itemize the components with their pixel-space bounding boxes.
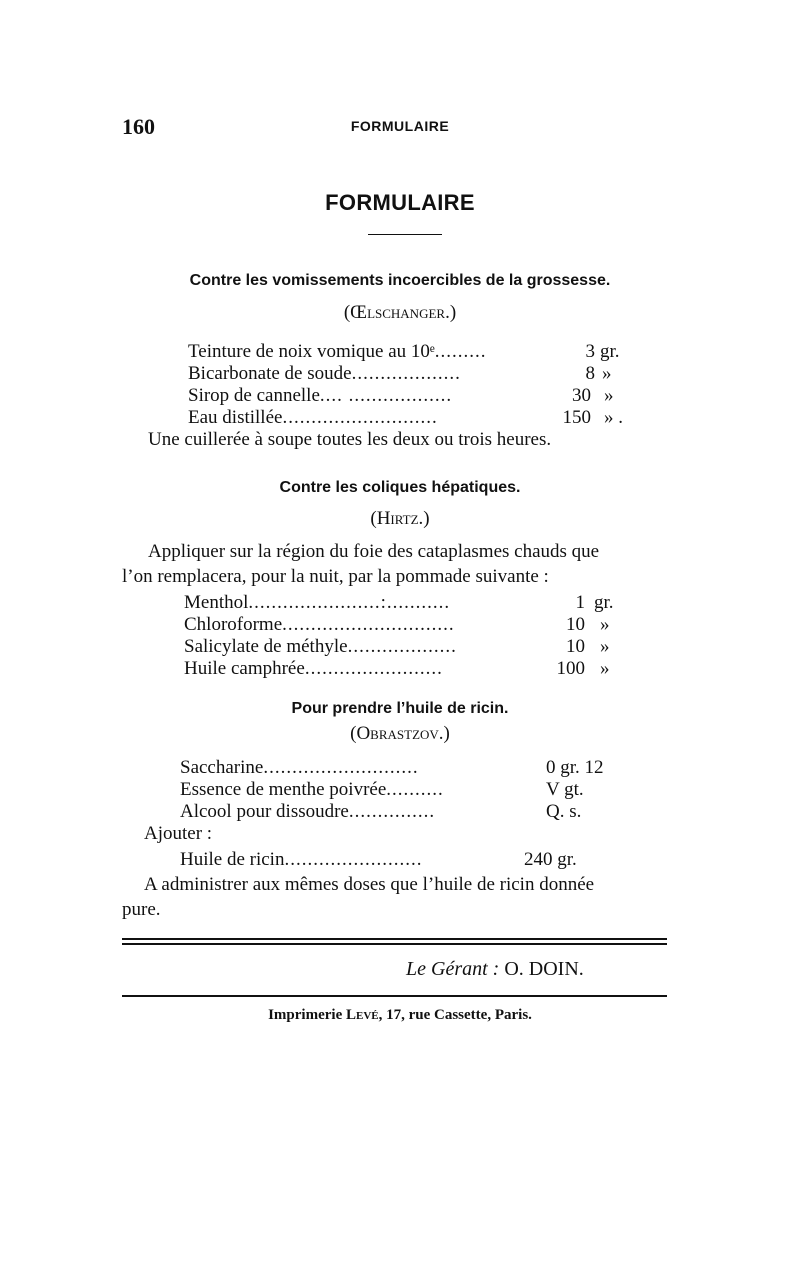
ingredient-label: Essence de menthe poivrée bbox=[180, 779, 387, 800]
ingredient-unit: » bbox=[600, 636, 610, 657]
formula-item bbox=[180, 779, 444, 801]
add-label: Ajouter : bbox=[144, 823, 213, 844]
formula-item bbox=[180, 801, 435, 823]
dot-leader: ......... bbox=[434, 341, 487, 362]
dosage-note: Une cuillerée à soupe toutes les deux ou trois heures. bbox=[148, 429, 552, 450]
ingredient-label: Teinture de noix vomique au 10ᵉ bbox=[188, 341, 435, 362]
ingredient-quantity: 100 bbox=[556, 658, 585, 679]
ingredient-label: Bicarbonate de soude bbox=[188, 363, 352, 384]
formula-item bbox=[184, 614, 455, 636]
signature-role: Le Gérant : bbox=[406, 958, 500, 980]
printer-name: Levé, bbox=[345, 1007, 383, 1023]
ingredient-label: Menthol bbox=[184, 592, 249, 613]
ingredient-label: Huile de ricin bbox=[180, 849, 285, 870]
ingredient-quantity: 30 bbox=[572, 385, 591, 406]
ingredient-quantity: 10 bbox=[566, 614, 585, 635]
section-author-obrastzov: (Obrastzov.) bbox=[350, 723, 450, 744]
ingredient-label: Eau distillée bbox=[188, 407, 283, 428]
printer-address: 17, rue Cassette, Paris. bbox=[386, 1007, 532, 1023]
ingredient-label: Saccharine bbox=[180, 757, 264, 778]
ingredient-quantity: 240 gr. bbox=[524, 849, 577, 870]
section-author-oelschanger: (Œlschanger.) bbox=[343, 302, 457, 323]
dot-leader: ........................... bbox=[263, 757, 419, 778]
formula-item bbox=[184, 592, 450, 614]
dot-leader: .......... bbox=[386, 779, 444, 800]
section-heading-ricin: Pour prendre l’huile de ricin. bbox=[291, 700, 509, 717]
formula-item bbox=[184, 636, 457, 658]
instruction-text: Appliquer sur la région du foie des cataplasmes chauds que bbox=[148, 541, 600, 562]
ingredient-unit: » bbox=[600, 614, 610, 635]
dot-leader: ............... bbox=[348, 801, 436, 822]
formula-item bbox=[180, 757, 419, 779]
dot-leader: .............................. bbox=[282, 614, 455, 635]
printer-prefix: Imprimerie bbox=[268, 1007, 343, 1023]
formula-item bbox=[188, 385, 452, 407]
ingredient-unit: » bbox=[604, 385, 614, 406]
title-rule bbox=[368, 234, 442, 235]
dot-leader: ........................ bbox=[304, 658, 443, 679]
ingredient-quantity: 3 bbox=[585, 341, 595, 362]
page-title: FORMULAIRE bbox=[325, 190, 475, 215]
ingredient-unit: gr. bbox=[594, 592, 614, 613]
ingredient-quantity: Q. s. bbox=[546, 801, 582, 822]
ingredient-quantity: 10 bbox=[566, 636, 585, 657]
ingredient-label: Sirop de cannelle bbox=[188, 385, 320, 406]
section-heading-vomissements: Contre les vomissements incoercibles de la grossesse. bbox=[189, 272, 611, 289]
section-heading-coliques: Contre les coliques hépatiques. bbox=[279, 479, 521, 496]
formula-item bbox=[180, 849, 422, 871]
ingredient-unit: gr. bbox=[600, 341, 620, 362]
dosage-note: pure. bbox=[122, 899, 161, 920]
dot-leader: ................... bbox=[351, 363, 461, 384]
signature-line bbox=[406, 958, 584, 981]
running-head: FORMULAIRE bbox=[350, 118, 450, 134]
ingredient-unit: » . bbox=[604, 407, 623, 428]
formula-item bbox=[188, 363, 461, 385]
dot-leader: ........................ bbox=[284, 849, 423, 870]
instruction-text: l’on remplacera, pour la nuit, par la pommade suivante : bbox=[122, 566, 549, 587]
dosage-note: A administrer aux mêmes doses que l’huile de ricin donnée bbox=[144, 874, 595, 895]
dot-leader: ................... bbox=[347, 636, 457, 657]
ingredient-label: Huile camphrée bbox=[184, 658, 305, 679]
ingredient-quantity: V gt. bbox=[546, 779, 584, 800]
ingredient-quantity: 1 bbox=[575, 592, 585, 613]
double-rule-top bbox=[122, 938, 667, 940]
ingredient-unit: » bbox=[600, 658, 610, 679]
ingredient-quantity: 8 bbox=[585, 363, 595, 384]
page-number: 160 bbox=[122, 114, 155, 139]
dot-leader: .... .................. bbox=[319, 385, 453, 406]
ingredient-label: Salicylate de méthyle bbox=[184, 636, 348, 657]
ingredient-label: Chloroforme bbox=[184, 614, 283, 635]
formula-item bbox=[188, 341, 487, 363]
ingredient-quantity: 150 bbox=[562, 407, 591, 428]
formula-item bbox=[188, 407, 438, 429]
ingredient-quantity: 0 gr. 12 bbox=[546, 757, 604, 778]
formula-item bbox=[184, 658, 443, 680]
printer-imprint bbox=[0, 1007, 800, 1024]
dot-leader: ........................... bbox=[282, 407, 438, 428]
ingredient-label: Alcool pour dissoudre bbox=[180, 801, 349, 822]
section-author-hirtz: (Hirtz.) bbox=[370, 508, 430, 529]
ingredient-unit: » bbox=[602, 363, 612, 384]
double-rule-bottom bbox=[122, 943, 667, 945]
signature-name: O. DOIN. bbox=[504, 958, 584, 980]
dot-leader: .......................:........... bbox=[248, 592, 451, 613]
footer-rule bbox=[122, 995, 667, 997]
